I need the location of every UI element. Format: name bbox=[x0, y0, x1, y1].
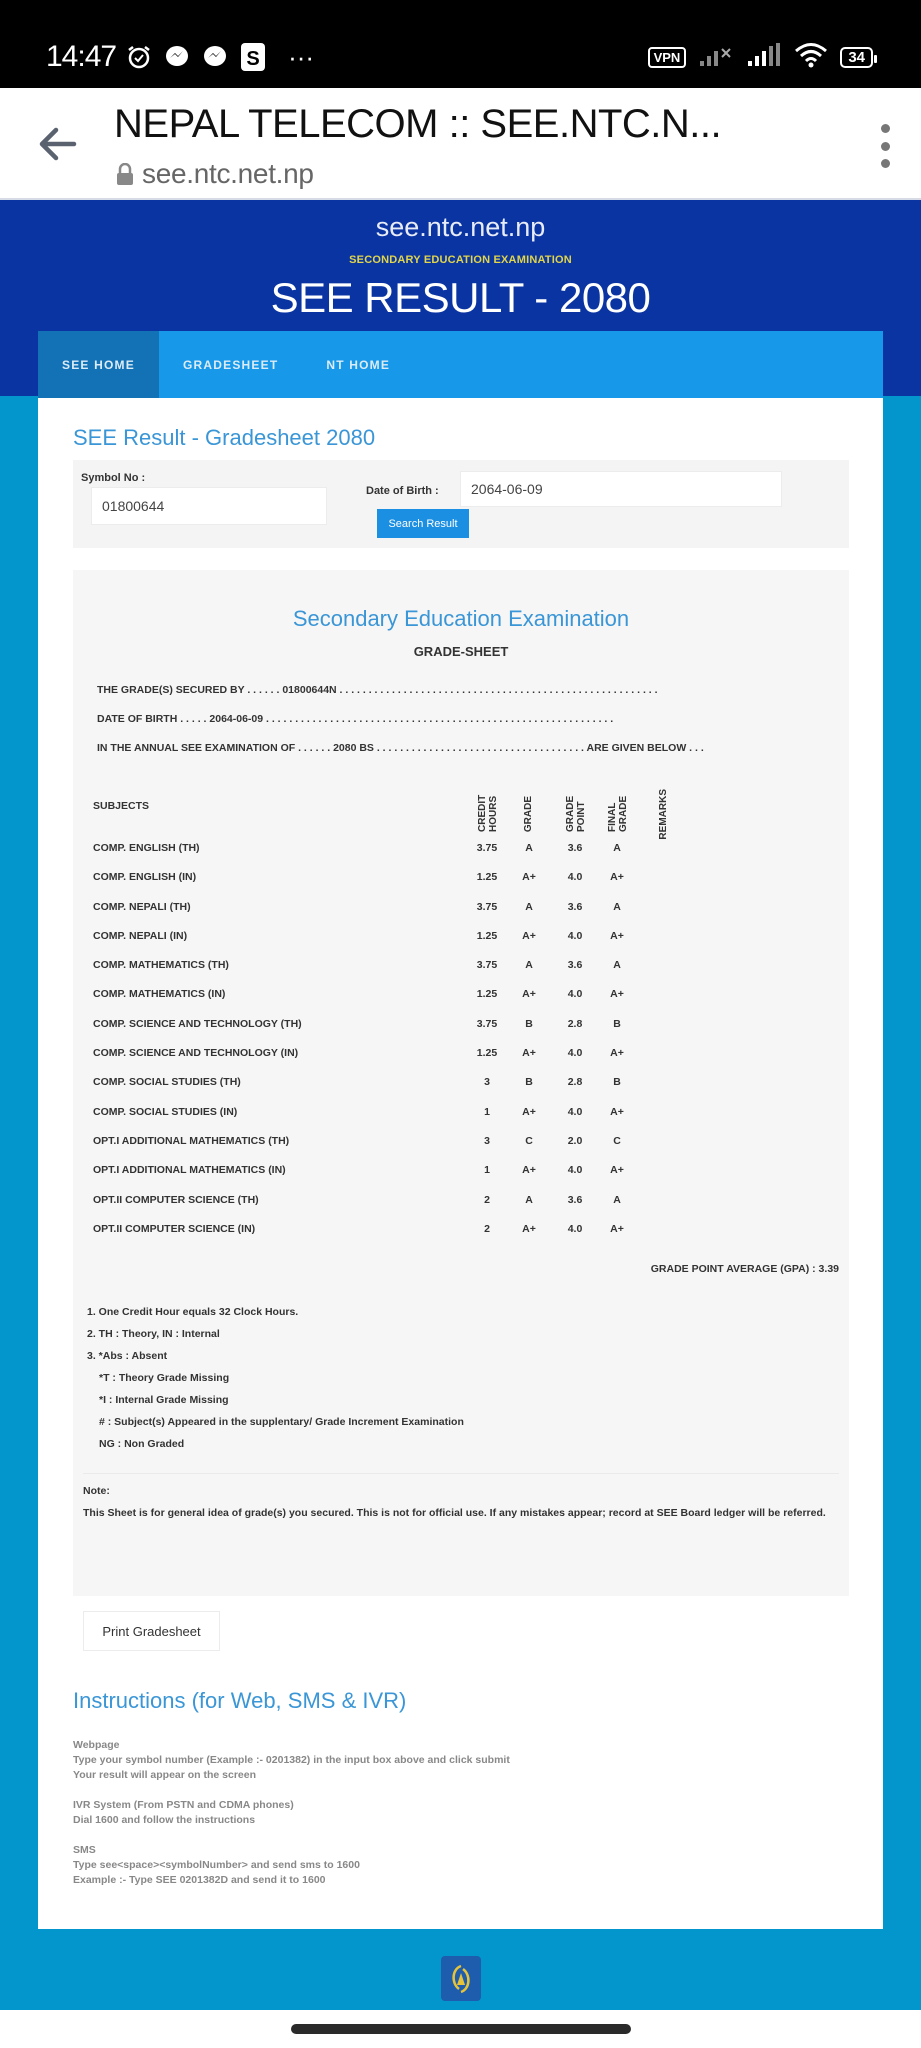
table-row bbox=[73, 924, 849, 953]
legend bbox=[87, 1301, 464, 1455]
dot-icon bbox=[881, 124, 890, 133]
wifi-icon bbox=[794, 42, 828, 73]
grade-point-cell: 3.6 bbox=[567, 900, 583, 913]
instructions bbox=[73, 1738, 510, 1903]
subject-cell: COMP. MATHEMATICS (IN) bbox=[93, 988, 226, 1001]
app-s-icon bbox=[238, 42, 268, 72]
grade-point-cell: 4.0 bbox=[567, 1105, 583, 1118]
col-remarks: REMARKS bbox=[658, 789, 669, 840]
print-gradesheet-button[interactable]: Print Gradesheet bbox=[83, 1611, 220, 1651]
nav-see-home[interactable]: SEE HOME bbox=[38, 331, 159, 398]
nav-gradesheet[interactable]: GRADESHEET bbox=[183, 357, 279, 372]
system-nav-bar bbox=[0, 2010, 921, 2048]
dob-line: DATE OF BIRTH . . . . . 2064-06-09 . . . . . . . . . . . . . . . . . . . . . . . . . . . . . . . . . . . . . . . . . . . . . . . . . . . . . . . . . . . . bbox=[97, 713, 614, 725]
final-grade-cell: A bbox=[613, 900, 621, 913]
subject-cell: COMP. ENGLISH (IN) bbox=[93, 871, 197, 884]
credit-hours-cell: 3.75 bbox=[476, 959, 498, 972]
site-title: SEE RESULT - 2080 bbox=[270, 274, 651, 321]
vpn-icon: VPN bbox=[648, 47, 687, 68]
nav-nt-home[interactable]: NT HOME bbox=[326, 357, 391, 372]
status-bar bbox=[0, 0, 921, 88]
credit-hours-cell: 3.75 bbox=[476, 842, 498, 854]
grade-cell: A+ bbox=[522, 1222, 536, 1235]
subject-cell: COMP. SOCIAL STUDIES (TH) bbox=[93, 1076, 241, 1089]
subject-cell: OPT.II COMPUTER SCIENCE (IN) bbox=[93, 1222, 256, 1235]
table-row bbox=[73, 865, 849, 894]
col-final-grade: FINAL GRADE bbox=[607, 795, 629, 832]
search-form bbox=[73, 460, 849, 548]
grade-point-cell: 3.6 bbox=[567, 842, 583, 854]
grade-cell: A+ bbox=[522, 871, 536, 884]
note bbox=[83, 1480, 839, 1524]
gpa-value: GRADE POINT AVERAGE (GPA) : 3.39 bbox=[650, 1263, 839, 1275]
exam-line: IN THE ANNUAL SEE EXAMINATION OF . . . . . . 2080 BS . . . . . . . . . . . . . . . . . . . . . . . . . . . . . . . . . . . . ARE GIVEN BELOW . . . bbox=[97, 742, 704, 754]
battery-icon: 34 bbox=[840, 47, 873, 68]
home-gesture-bar[interactable] bbox=[291, 2024, 631, 2034]
page-heading: SEE Result - Gradesheet 2080 bbox=[73, 425, 376, 450]
lock-icon bbox=[116, 163, 134, 185]
subject-cell: COMP. SCIENCE AND TECHNOLOGY (IN) bbox=[93, 1047, 299, 1060]
grade-point-cell: 3.6 bbox=[567, 959, 583, 972]
grade-cell: C bbox=[525, 1134, 533, 1147]
credit-hours-cell: 3.75 bbox=[476, 1017, 498, 1030]
dob-label: Date of Birth : bbox=[366, 485, 439, 497]
table-row bbox=[73, 982, 849, 1011]
grade-point-cell: 4.0 bbox=[567, 929, 583, 942]
subject-cell: COMP. NEPALI (IN) bbox=[93, 929, 188, 942]
col-credit-hours: CREDIT HOURS bbox=[477, 794, 499, 832]
grade-point-cell: 4.0 bbox=[567, 1047, 583, 1060]
table-row bbox=[73, 1100, 849, 1129]
grade-point-cell: 4.0 bbox=[567, 1222, 583, 1235]
web-page bbox=[0, 200, 921, 2010]
instructions-webpage bbox=[73, 1738, 510, 1783]
table-row bbox=[73, 1188, 849, 1217]
final-grade-cell: B bbox=[613, 1076, 621, 1089]
signal-icon bbox=[698, 43, 734, 72]
gradesheet-title: Secondary Education Examination bbox=[292, 606, 630, 631]
main-content bbox=[38, 398, 883, 1929]
grade-cell: A+ bbox=[522, 1047, 536, 1060]
final-grade-cell: A bbox=[613, 959, 621, 972]
subject-cell: COMP. NEPALI (TH) bbox=[93, 900, 191, 913]
grade-cell: A bbox=[525, 842, 533, 854]
col-grade: GRADE bbox=[523, 795, 534, 832]
site-domain: see.ntc.net.np bbox=[375, 212, 546, 242]
credit-hours-cell: 1.25 bbox=[476, 929, 498, 942]
grade-cell: A bbox=[525, 900, 533, 913]
nt-logo-icon bbox=[448, 1963, 474, 1995]
instruction-line: Type see<space><symbolNumber> and send sms to 1600 bbox=[73, 1859, 360, 1871]
grade-cell: B bbox=[525, 1076, 533, 1089]
subject-cell: OPT.I ADDITIONAL MATHEMATICS (TH) bbox=[93, 1134, 290, 1147]
grade-cell: A bbox=[525, 959, 533, 972]
credit-hours-cell: 1.25 bbox=[476, 1047, 498, 1060]
instruction-line: IVR System (From PSTN and CDMA phones) bbox=[73, 1799, 294, 1811]
instruction-line: Type your symbol number (Example :- 0201382) in the input box above and click submit bbox=[73, 1754, 510, 1766]
final-grade-cell: A+ bbox=[610, 1047, 624, 1060]
grade-table-body bbox=[73, 836, 849, 1246]
note-label: Note: bbox=[83, 1485, 110, 1497]
final-grade-cell: A bbox=[613, 1193, 621, 1206]
final-grade-cell: C bbox=[613, 1134, 621, 1147]
legend-item: *I : Internal Grade Missing bbox=[99, 1394, 229, 1406]
table-row bbox=[73, 895, 849, 924]
final-grade-cell: A+ bbox=[610, 988, 624, 1001]
instruction-line: Dial 1600 and follow the instructions bbox=[73, 1814, 256, 1826]
final-grade-cell: A+ bbox=[610, 1222, 624, 1235]
grade-point-cell: 4.0 bbox=[567, 988, 583, 1001]
gradesheet-subtitle: GRADE-SHEET bbox=[413, 644, 509, 659]
instructions-heading: Instructions (for Web, SMS & IVR) bbox=[73, 1688, 407, 1713]
grade-cell: A+ bbox=[522, 929, 536, 942]
subject-cell: COMP. MATHEMATICS (TH) bbox=[93, 959, 229, 972]
legend-item: 3. *Abs : Absent bbox=[87, 1350, 168, 1362]
grade-cell: B bbox=[525, 1017, 533, 1030]
search-result-button[interactable]: Search Result bbox=[377, 509, 469, 538]
subject-cell: COMP. ENGLISH (TH) bbox=[93, 842, 200, 854]
symbol-input[interactable]: 01800644 bbox=[91, 487, 327, 525]
subject-cell: OPT.II COMPUTER SCIENCE (TH) bbox=[93, 1193, 259, 1206]
instruction-line: Webpage bbox=[73, 1739, 120, 1751]
credit-hours-cell: 3 bbox=[484, 1076, 490, 1089]
legend-item: # : Subject(s) Appeared in the supplentary/ Grade Increment Examination bbox=[99, 1416, 464, 1428]
symbol-label: Symbol No : bbox=[81, 472, 146, 484]
subject-cell: OPT.I ADDITIONAL MATHEMATICS (IN) bbox=[93, 1164, 286, 1177]
credit-hours-cell: 1 bbox=[484, 1164, 490, 1177]
messenger-icon bbox=[162, 42, 192, 72]
nepal-telecom-logo[interactable] bbox=[441, 1956, 481, 2001]
url-text: see.ntc.net.np bbox=[142, 158, 314, 189]
grade-cell: A+ bbox=[522, 1164, 536, 1177]
instruction-line: Example :- Type SEE 0201382D and send it to 1600 bbox=[73, 1874, 326, 1886]
browser-page-title: NEPAL TELECOM :: SEE.NTC.N... bbox=[114, 102, 722, 146]
grade-cell: A bbox=[525, 1193, 533, 1206]
main-nav bbox=[38, 331, 883, 398]
credit-hours-cell: 2 bbox=[484, 1222, 490, 1235]
secured-by-line: THE GRADE(S) SECURED BY . . . . . . 01800644N . . . . . . . . . . . . . . . . . . . . . . . . . . . . . . . . . . . . . . . . . . . . . . . . . . . . . . . bbox=[97, 684, 658, 696]
credit-hours-cell: 3 bbox=[484, 1134, 490, 1147]
svg-text:S: S bbox=[246, 48, 260, 70]
grade-point-cell: 2.8 bbox=[567, 1076, 583, 1089]
final-grade-cell: A+ bbox=[610, 871, 624, 884]
col-subjects: SUBJECTS bbox=[93, 800, 150, 812]
legend-item: NG : Non Graded bbox=[99, 1438, 185, 1450]
more-dots-icon: ··· bbox=[288, 41, 315, 72]
credit-hours-cell: 1.25 bbox=[476, 871, 498, 884]
grade-point-cell: 4.0 bbox=[567, 871, 583, 884]
instruction-line: Your result will appear on the screen bbox=[73, 1769, 257, 1781]
back-button[interactable] bbox=[34, 124, 80, 164]
table-row bbox=[73, 1129, 849, 1158]
grade-point-cell: 2.8 bbox=[567, 1017, 583, 1030]
instruction-line: SMS bbox=[73, 1844, 96, 1856]
note-text: This Sheet is for general idea of grade(s) you secured. This is not for official use. If any mistakes appear; record at SEE Board ledger will be referred. bbox=[83, 1507, 826, 1519]
gradesheet bbox=[73, 570, 849, 1596]
grade-point-cell: 4.0 bbox=[567, 1164, 583, 1177]
subject-cell: COMP. SOCIAL STUDIES (IN) bbox=[93, 1105, 238, 1118]
clock: 14:47 bbox=[46, 40, 117, 73]
instructions-ivr bbox=[73, 1798, 510, 1828]
col-grade-point: GRADE POINT bbox=[565, 795, 587, 832]
grade-point-cell: 2.0 bbox=[567, 1134, 583, 1147]
url-bar[interactable] bbox=[116, 158, 314, 190]
subject-cell: COMP. SCIENCE AND TECHNOLOGY (TH) bbox=[93, 1017, 302, 1030]
table-row bbox=[73, 1217, 849, 1246]
browser-toolbar bbox=[0, 88, 921, 200]
final-grade-cell: A+ bbox=[610, 929, 624, 942]
overflow-menu-button[interactable] bbox=[877, 124, 893, 168]
back-arrow-icon bbox=[34, 124, 80, 164]
final-grade-cell: B bbox=[613, 1017, 621, 1030]
final-grade-cell: A bbox=[613, 842, 621, 854]
legend-item: *T : Theory Grade Missing bbox=[99, 1372, 230, 1384]
grade-table-header bbox=[73, 770, 849, 840]
table-row bbox=[73, 1012, 849, 1041]
table-row bbox=[73, 953, 849, 982]
table-row bbox=[73, 1041, 849, 1070]
legend-item: 2. TH : Theory, IN : Internal bbox=[87, 1328, 220, 1340]
credit-hours-cell: 1.25 bbox=[476, 988, 498, 1001]
dot-icon bbox=[881, 159, 890, 168]
credit-hours-cell: 2 bbox=[484, 1193, 490, 1206]
final-grade-cell: A+ bbox=[610, 1105, 624, 1118]
grade-cell: A+ bbox=[522, 988, 536, 1001]
table-row bbox=[73, 836, 849, 865]
dob-input[interactable]: 2064-06-09 bbox=[460, 471, 782, 507]
credit-hours-cell: 1 bbox=[484, 1105, 490, 1118]
grade-point-cell: 3.6 bbox=[567, 1193, 583, 1206]
table-row bbox=[73, 1158, 849, 1187]
messenger-icon bbox=[200, 42, 230, 72]
instructions-sms bbox=[73, 1843, 510, 1888]
dot-icon bbox=[881, 142, 890, 151]
final-grade-cell: A+ bbox=[610, 1164, 624, 1177]
credit-hours-cell: 3.75 bbox=[476, 900, 498, 913]
signal-icon bbox=[746, 43, 782, 72]
site-subtitle: SECONDARY EDUCATION EXAMINATION bbox=[349, 254, 572, 266]
alarm-icon bbox=[124, 42, 154, 72]
table-row bbox=[73, 1070, 849, 1099]
legend-item: 1. One Credit Hour equals 32 Clock Hours. bbox=[87, 1306, 299, 1318]
divider bbox=[83, 1473, 839, 1474]
grade-cell: A+ bbox=[522, 1105, 536, 1118]
